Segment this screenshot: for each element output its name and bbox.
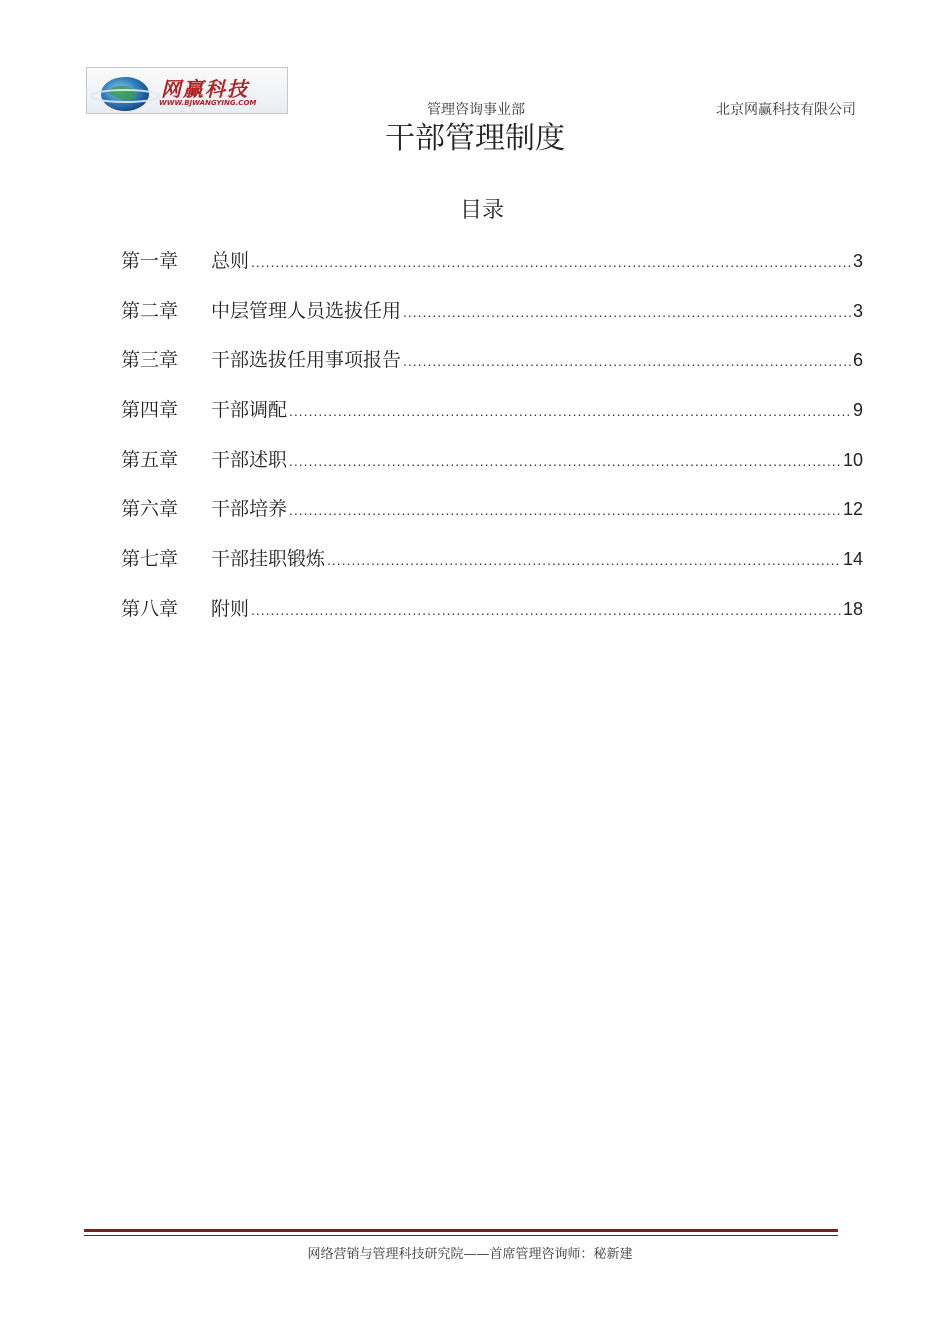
toc-page-number: 3 bbox=[852, 300, 863, 321]
toc-entry[interactable] bbox=[121, 445, 863, 495]
toc-dot-leader bbox=[251, 602, 841, 618]
company-logo bbox=[86, 67, 288, 114]
table-of-contents bbox=[121, 246, 863, 644]
toc-chapter: 第五章 bbox=[121, 448, 179, 471]
toc-page-number: 14 bbox=[842, 549, 863, 570]
toc-page-number: 9 bbox=[852, 400, 863, 421]
toc-dot-leader bbox=[251, 254, 851, 270]
footer-text: 网络营销与管理科技研究院——首席管理咨询师：秘新建 bbox=[307, 1247, 633, 1262]
footer-divider-thin bbox=[84, 1235, 838, 1236]
toc-chapter: 第四章 bbox=[121, 399, 179, 422]
toc-chapter-name: 附则 bbox=[211, 597, 250, 620]
toc-entry[interactable] bbox=[121, 296, 863, 346]
toc-chapter-name: 总则 bbox=[211, 250, 250, 272]
toc-chapter-name: 干部挂职锻炼 bbox=[211, 548, 326, 571]
toc-entry[interactable] bbox=[121, 594, 863, 644]
toc-chapter: 第二章 bbox=[121, 299, 179, 322]
toc-dot-leader bbox=[289, 453, 841, 469]
toc-chapter: 第六章 bbox=[121, 498, 179, 521]
toc-entry[interactable] bbox=[121, 544, 863, 594]
document-title: 干部管理制度 bbox=[385, 121, 565, 156]
toc-entry[interactable] bbox=[121, 395, 863, 445]
toc-page-number: 10 bbox=[842, 449, 863, 470]
toc-heading: 目录 bbox=[459, 198, 504, 223]
toc-dot-leader bbox=[289, 403, 851, 419]
toc-chapter: 第八章 bbox=[121, 597, 179, 620]
toc-chapter-name: 干部调配 bbox=[211, 399, 288, 422]
logo-text: 网赢科技 bbox=[161, 77, 249, 101]
footer-divider bbox=[84, 1229, 838, 1232]
logo-url: WWW.BJWANGYING.COM bbox=[159, 99, 257, 107]
toc-page-number: 12 bbox=[842, 499, 863, 520]
company-name: 北京网赢科技有限公司 bbox=[716, 102, 856, 118]
toc-chapter: 第一章 bbox=[121, 250, 179, 272]
toc-page-number: 6 bbox=[852, 350, 863, 371]
toc-dot-leader bbox=[327, 552, 841, 568]
toc-entry[interactable] bbox=[121, 345, 863, 395]
toc-chapter-name: 干部述职 bbox=[211, 448, 288, 471]
toc-dot-leader bbox=[289, 502, 841, 518]
toc-page-number: 18 bbox=[842, 598, 863, 619]
toc-page-number: 3 bbox=[852, 251, 863, 271]
department-name: 管理咨询事业部 bbox=[427, 102, 525, 118]
toc-chapter-name: 干部选拔任用事项报告 bbox=[211, 349, 402, 372]
toc-chapter: 第七章 bbox=[121, 548, 179, 571]
toc-chapter: 第三章 bbox=[121, 349, 179, 372]
toc-dot-leader bbox=[403, 353, 851, 369]
toc-entry[interactable] bbox=[121, 494, 863, 544]
toc-entry[interactable] bbox=[121, 246, 863, 296]
toc-dot-leader bbox=[403, 304, 851, 320]
toc-chapter-name: 中层管理人员选拔任用 bbox=[211, 299, 402, 322]
toc-chapter-name: 干部培养 bbox=[211, 498, 288, 521]
